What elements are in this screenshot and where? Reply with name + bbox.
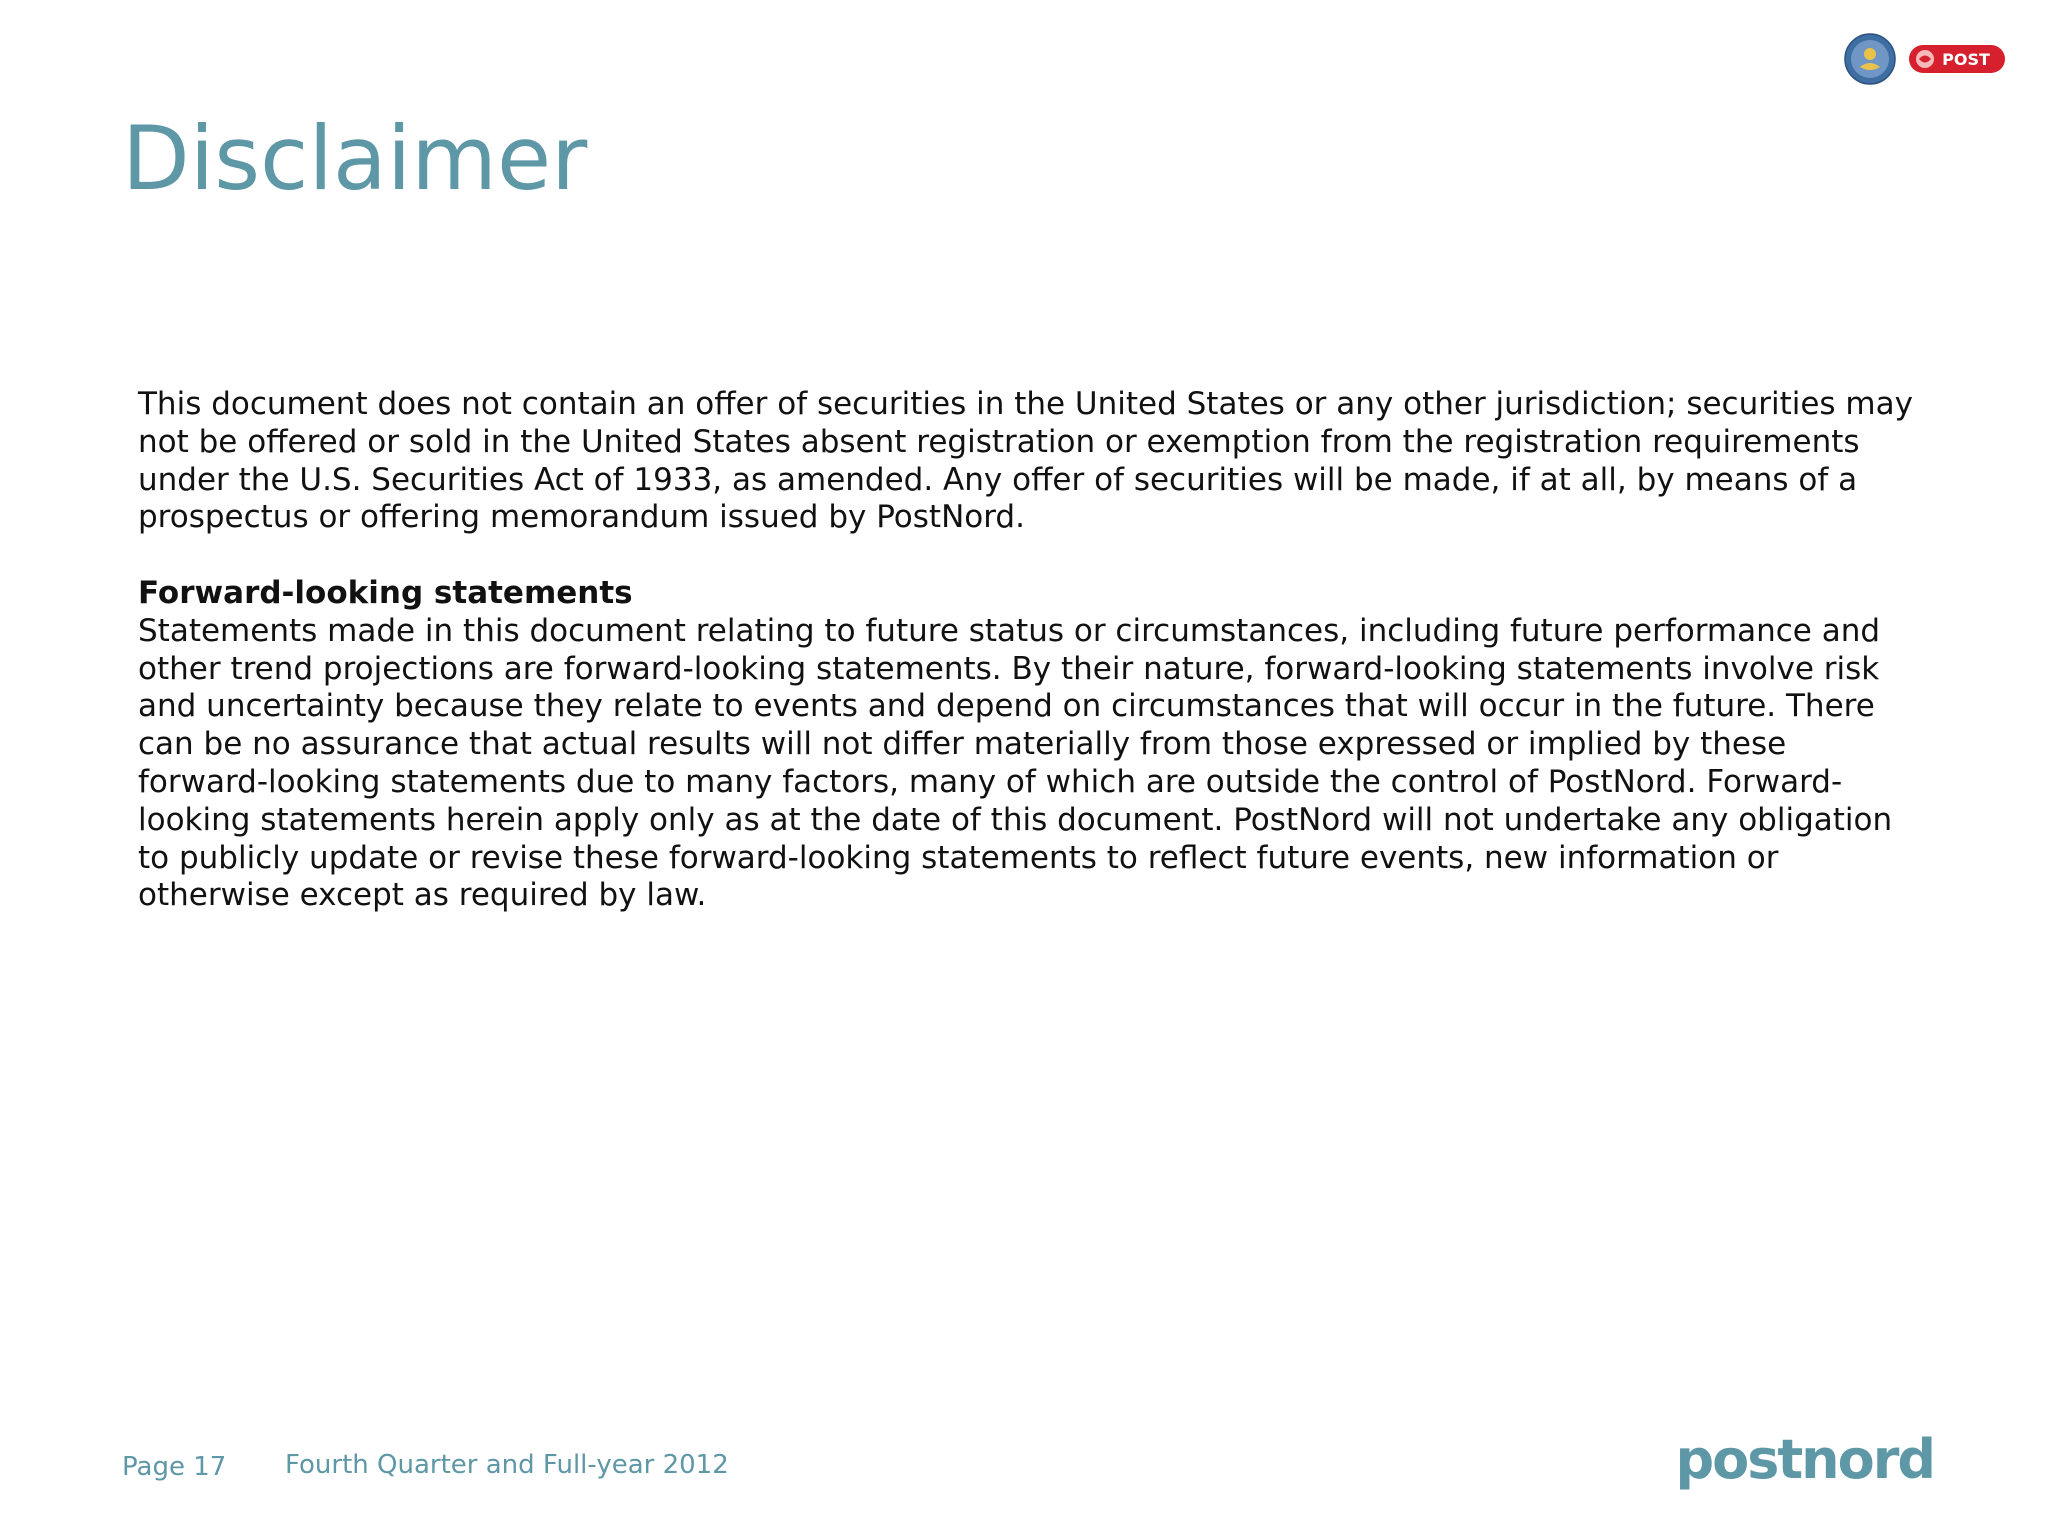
disclaimer-body bbox=[138, 386, 1918, 915]
section-paragraph: Statements made in this document relating to future status or circumstances, including future performance and other trend projections are forward-looking statements. By their nature, forward-looking statements involve risk and uncertainty because they relate to events and depend on circumstances that will occur in the future. There can be no assurance that actual results will not differ materially from those expressed or implied by these forward-looking statements due to many factors, many of which are outside the control of PostNord. Forward-looking statements herein apply only as at the date of this document. PostNord will not undertake any obligation to publicly update or revise these forward-looking statements to reflect future events, new information or otherwise except as required by law. bbox=[138, 612, 1893, 914]
intro-paragraph: This document does not contain an offer of securities in the United States or any other jurisdiction; securities may not be offered or sold in the United States absent registration or exemption from the registration requirements under the U.S. Securities Act of 1933, as amended. Any offer of securities will be made, if at all, by means of a prospectus or offering memorandum issued by PostNord. bbox=[138, 386, 1913, 536]
post-badge-icon bbox=[1908, 44, 2006, 74]
forward-looking-section bbox=[138, 575, 1918, 915]
report-name: Fourth Quarter and Full-year 2012 bbox=[285, 1450, 729, 1480]
paragraph-spacer bbox=[138, 537, 1918, 575]
page-number: Page 17 bbox=[122, 1452, 227, 1482]
postnord-logo: postnord bbox=[1675, 1428, 1934, 1491]
page-title: Disclaimer bbox=[122, 107, 588, 210]
post-badge-text: POST bbox=[1942, 50, 1990, 69]
section-heading: Forward-looking statements bbox=[138, 574, 633, 611]
posten-emblem-icon bbox=[1844, 33, 1896, 85]
header-logos bbox=[1844, 33, 2006, 85]
